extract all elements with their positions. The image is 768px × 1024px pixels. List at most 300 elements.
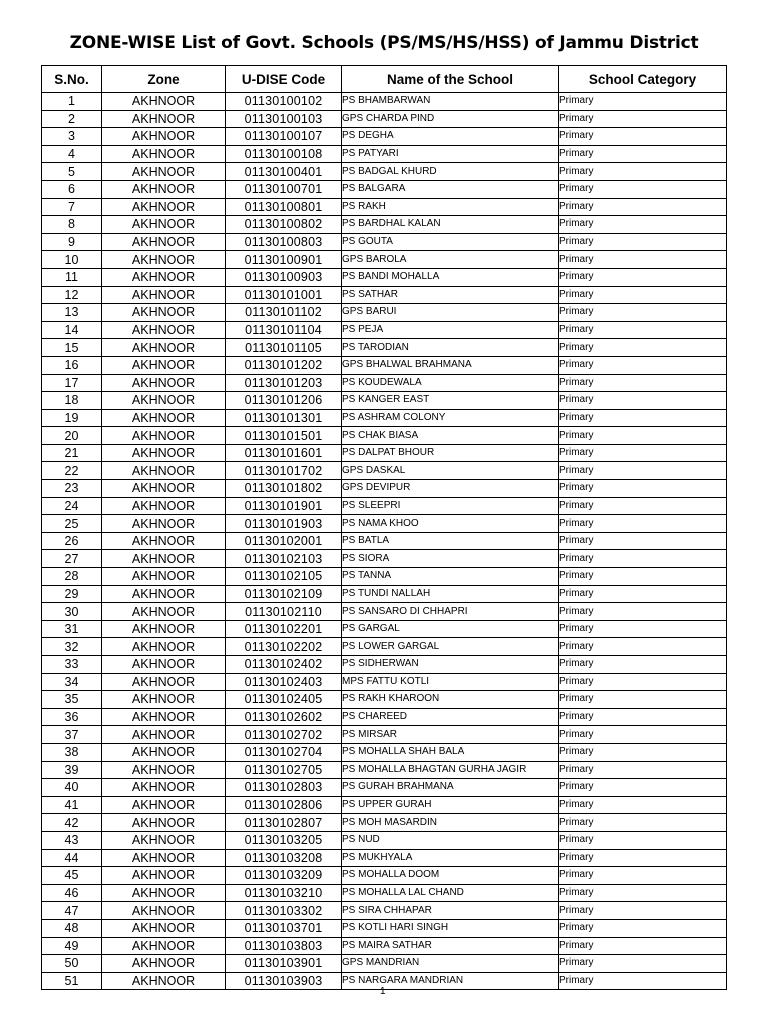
header-school-category: School Category: [559, 66, 727, 93]
row-zone: AKHNOOR: [102, 462, 226, 480]
header-zone: Zone: [102, 66, 226, 93]
row-udise-code: 01130100401: [226, 163, 342, 181]
row-udise-code: 01130101202: [226, 356, 342, 374]
row-udise-code: 01130103302: [226, 902, 342, 920]
table-row: [42, 374, 727, 392]
row-sno: 16: [42, 356, 102, 374]
header-udise-code: U-DISE Code: [226, 66, 342, 93]
row-zone: AKHNOOR: [102, 972, 226, 990]
row-sno: 9: [42, 233, 102, 251]
row-school-name: PS SIRA CHHAPAR: [342, 902, 559, 920]
table-row: [42, 779, 727, 797]
row-zone: AKHNOOR: [102, 286, 226, 304]
row-school-name: PS MOHALLA DOOM: [342, 867, 559, 885]
table-body: [42, 93, 727, 990]
row-school-category: Primary: [559, 550, 727, 568]
row-school-category: Primary: [559, 691, 727, 709]
table-row: [42, 180, 727, 198]
row-udise-code: 01130102806: [226, 796, 342, 814]
table-row: [42, 128, 727, 146]
row-sno: 33: [42, 656, 102, 674]
table-row: [42, 497, 727, 515]
table-row: [42, 673, 727, 691]
row-udise-code: 01130103205: [226, 831, 342, 849]
row-udise-code: 01130101203: [226, 374, 342, 392]
table-row: [42, 304, 727, 322]
row-sno: 18: [42, 392, 102, 410]
schools-table: [41, 65, 727, 990]
row-sno: 10: [42, 251, 102, 269]
row-school-category: Primary: [559, 796, 727, 814]
row-zone: AKHNOOR: [102, 779, 226, 797]
row-udise-code: 01130101901: [226, 497, 342, 515]
row-school-category: Primary: [559, 849, 727, 867]
row-school-name: PS MAIRA SATHAR: [342, 937, 559, 955]
row-zone: AKHNOOR: [102, 427, 226, 445]
row-sno: 23: [42, 480, 102, 498]
row-school-category: Primary: [559, 726, 727, 744]
row-school-category: Primary: [559, 603, 727, 621]
row-sno: 39: [42, 761, 102, 779]
row-udise-code: 01130101601: [226, 444, 342, 462]
row-zone: AKHNOOR: [102, 128, 226, 146]
table-row: [42, 198, 727, 216]
row-school-name: PS KANGER EAST: [342, 392, 559, 410]
row-zone: AKHNOOR: [102, 480, 226, 498]
row-school-category: Primary: [559, 708, 727, 726]
row-udise-code: 01130101903: [226, 515, 342, 533]
row-school-name: PS CHAK BIASA: [342, 427, 559, 445]
row-udise-code: 01130103803: [226, 937, 342, 955]
row-school-name: PS CHAREED: [342, 708, 559, 726]
row-school-name: PS MOHALLA BHAGTAN GURHA JAGIR: [342, 761, 559, 779]
row-udise-code: 01130102403: [226, 673, 342, 691]
table-row: [42, 585, 727, 603]
row-zone: AKHNOOR: [102, 339, 226, 357]
row-school-name: PS GURAH BRAHMANA: [342, 779, 559, 797]
table-row: [42, 743, 727, 761]
row-udise-code: 01130102704: [226, 743, 342, 761]
row-school-name: GPS BAROLA: [342, 251, 559, 269]
row-school-category: Primary: [559, 427, 727, 445]
row-udise-code: 01130103210: [226, 884, 342, 902]
row-school-category: Primary: [559, 251, 727, 269]
row-school-category: Primary: [559, 462, 727, 480]
row-school-category: Primary: [559, 268, 727, 286]
row-school-category: Primary: [559, 515, 727, 533]
row-school-category: Primary: [559, 831, 727, 849]
table-row: [42, 902, 727, 920]
row-udise-code: 01130102201: [226, 620, 342, 638]
row-zone: AKHNOOR: [102, 955, 226, 973]
row-school-category: Primary: [559, 743, 727, 761]
table-row: [42, 409, 727, 427]
row-zone: AKHNOOR: [102, 919, 226, 937]
row-sno: 25: [42, 515, 102, 533]
table-row: [42, 603, 727, 621]
row-sno: 11: [42, 268, 102, 286]
row-sno: 22: [42, 462, 102, 480]
table-row: [42, 93, 727, 111]
row-zone: AKHNOOR: [102, 251, 226, 269]
table-row: [42, 884, 727, 902]
row-udise-code: 01130101702: [226, 462, 342, 480]
table-row: [42, 550, 727, 568]
row-school-category: Primary: [559, 884, 727, 902]
table-row: [42, 620, 727, 638]
row-school-category: Primary: [559, 673, 727, 691]
row-sno: 21: [42, 444, 102, 462]
row-udise-code: 01130103903: [226, 972, 342, 990]
row-zone: AKHNOOR: [102, 585, 226, 603]
row-school-category: Primary: [559, 585, 727, 603]
row-school-name: PS SATHAR: [342, 286, 559, 304]
row-school-name: PS TUNDI NALLAH: [342, 585, 559, 603]
row-school-name: PS DALPAT BHOUR: [342, 444, 559, 462]
row-sno: 45: [42, 867, 102, 885]
row-udise-code: 01130101802: [226, 480, 342, 498]
row-udise-code: 01130102001: [226, 532, 342, 550]
row-zone: AKHNOOR: [102, 180, 226, 198]
row-school-name: PS NARGARA MANDRIAN: [342, 972, 559, 990]
row-zone: AKHNOOR: [102, 392, 226, 410]
row-udise-code: 01130102202: [226, 638, 342, 656]
row-zone: AKHNOOR: [102, 163, 226, 181]
row-udise-code: 01130101501: [226, 427, 342, 445]
row-school-category: Primary: [559, 638, 727, 656]
row-zone: AKHNOOR: [102, 656, 226, 674]
row-sno: 35: [42, 691, 102, 709]
row-school-category: Primary: [559, 955, 727, 973]
row-udise-code: 01130100102: [226, 93, 342, 111]
row-school-name: PS PEJA: [342, 321, 559, 339]
row-zone: AKHNOOR: [102, 849, 226, 867]
row-zone: AKHNOOR: [102, 796, 226, 814]
row-udise-code: 01130100701: [226, 180, 342, 198]
row-udise-code: 01130103208: [226, 849, 342, 867]
table-row: [42, 937, 727, 955]
row-school-category: Primary: [559, 321, 727, 339]
row-zone: AKHNOOR: [102, 902, 226, 920]
row-udise-code: 01130100103: [226, 110, 342, 128]
row-sno: 24: [42, 497, 102, 515]
row-school-category: Primary: [559, 233, 727, 251]
row-school-name: PS UPPER GURAH: [342, 796, 559, 814]
row-udise-code: 01130100108: [226, 145, 342, 163]
row-school-category: Primary: [559, 919, 727, 937]
row-sno: 41: [42, 796, 102, 814]
row-udise-code: 01130101102: [226, 304, 342, 322]
header-school-name: Name of the School: [342, 66, 559, 93]
table-row: [42, 691, 727, 709]
row-zone: AKHNOOR: [102, 497, 226, 515]
table-row: [42, 427, 727, 445]
row-school-name: PS BALGARA: [342, 180, 559, 198]
row-school-name: PS BADGAL KHURD: [342, 163, 559, 181]
page-number: 1: [380, 986, 386, 997]
row-sno: 3: [42, 128, 102, 146]
table-row: [42, 656, 727, 674]
row-sno: 49: [42, 937, 102, 955]
row-school-name: PS RAKH KHAROON: [342, 691, 559, 709]
row-sno: 28: [42, 568, 102, 586]
row-udise-code: 01130102105: [226, 568, 342, 586]
row-school-name: GPS DEVIPUR: [342, 480, 559, 498]
row-udise-code: 01130101301: [226, 409, 342, 427]
row-school-category: Primary: [559, 180, 727, 198]
row-school-category: Primary: [559, 814, 727, 832]
table-row: [42, 251, 727, 269]
row-school-name: PS KOUDEWALA: [342, 374, 559, 392]
row-sno: 2: [42, 110, 102, 128]
row-udise-code: 01130102402: [226, 656, 342, 674]
row-udise-code: 01130102602: [226, 708, 342, 726]
row-zone: AKHNOOR: [102, 743, 226, 761]
row-sno: 8: [42, 216, 102, 234]
row-school-category: Primary: [559, 128, 727, 146]
row-sno: 46: [42, 884, 102, 902]
row-udise-code: 01130102110: [226, 603, 342, 621]
row-udise-code: 01130101105: [226, 339, 342, 357]
row-school-category: Primary: [559, 568, 727, 586]
table-row: [42, 163, 727, 181]
row-zone: AKHNOOR: [102, 568, 226, 586]
row-school-category: Primary: [559, 532, 727, 550]
row-school-category: Primary: [559, 356, 727, 374]
row-udise-code: 01130100801: [226, 198, 342, 216]
table-row: [42, 321, 727, 339]
row-school-name: PS MOH MASARDIN: [342, 814, 559, 832]
row-school-category: Primary: [559, 216, 727, 234]
row-school-category: Primary: [559, 145, 727, 163]
table-row: [42, 796, 727, 814]
row-school-name: PS RAKH: [342, 198, 559, 216]
row-school-name: GPS DASKAL: [342, 462, 559, 480]
row-school-category: Primary: [559, 409, 727, 427]
table-row: [42, 392, 727, 410]
table-row: [42, 814, 727, 832]
row-sno: 13: [42, 304, 102, 322]
row-school-category: Primary: [559, 444, 727, 462]
table-row: [42, 849, 727, 867]
row-school-category: Primary: [559, 304, 727, 322]
row-sno: 48: [42, 919, 102, 937]
row-school-name: PS MOHALLA SHAH BALA: [342, 743, 559, 761]
table-row: [42, 444, 727, 462]
row-zone: AKHNOOR: [102, 867, 226, 885]
row-school-category: Primary: [559, 867, 727, 885]
row-sno: 14: [42, 321, 102, 339]
row-school-name: PS KOTLI HARI SINGH: [342, 919, 559, 937]
row-school-category: Primary: [559, 286, 727, 304]
row-school-name: PS BANDI MOHALLA: [342, 268, 559, 286]
row-zone: AKHNOOR: [102, 409, 226, 427]
table-row: [42, 532, 727, 550]
row-sno: 36: [42, 708, 102, 726]
row-udise-code: 01130102405: [226, 691, 342, 709]
row-zone: AKHNOOR: [102, 761, 226, 779]
table-row: [42, 339, 727, 357]
row-school-category: Primary: [559, 198, 727, 216]
row-school-name: GPS MANDRIAN: [342, 955, 559, 973]
row-school-name: PS GARGAL: [342, 620, 559, 638]
row-sno: 30: [42, 603, 102, 621]
row-sno: 32: [42, 638, 102, 656]
row-sno: 50: [42, 955, 102, 973]
row-udise-code: 01130101001: [226, 286, 342, 304]
row-sno: 7: [42, 198, 102, 216]
row-school-category: Primary: [559, 93, 727, 111]
table-row: [42, 216, 727, 234]
row-sno: 17: [42, 374, 102, 392]
row-zone: AKHNOOR: [102, 620, 226, 638]
row-sno: 34: [42, 673, 102, 691]
row-school-category: Primary: [559, 497, 727, 515]
row-zone: AKHNOOR: [102, 884, 226, 902]
row-school-category: Primary: [559, 339, 727, 357]
row-school-name: PS BARDHAL KALAN: [342, 216, 559, 234]
row-zone: AKHNOOR: [102, 638, 226, 656]
row-zone: AKHNOOR: [102, 444, 226, 462]
row-sno: 26: [42, 532, 102, 550]
row-school-name: PS BHAMBARWAN: [342, 93, 559, 111]
row-udise-code: 01130103701: [226, 919, 342, 937]
table-row: [42, 568, 727, 586]
row-school-name: PS SLEEPRI: [342, 497, 559, 515]
row-sno: 42: [42, 814, 102, 832]
table-row: [42, 831, 727, 849]
row-udise-code: 01130103901: [226, 955, 342, 973]
row-sno: 29: [42, 585, 102, 603]
row-zone: AKHNOOR: [102, 321, 226, 339]
row-udise-code: 01130102807: [226, 814, 342, 832]
table-row: [42, 638, 727, 656]
table-row: [42, 761, 727, 779]
row-school-name: PS ASHRAM COLONY: [342, 409, 559, 427]
row-zone: AKHNOOR: [102, 603, 226, 621]
document-title: ZONE-WISE List of Govt. Schools (PS/MS/HS/HSS) of Jammu District: [69, 33, 699, 53]
row-zone: AKHNOOR: [102, 550, 226, 568]
row-school-category: Primary: [559, 972, 727, 990]
row-zone: AKHNOOR: [102, 304, 226, 322]
row-sno: 20: [42, 427, 102, 445]
row-school-name: PS TARODIAN: [342, 339, 559, 357]
row-school-name: PS BATLA: [342, 532, 559, 550]
row-school-category: Primary: [559, 902, 727, 920]
row-udise-code: 01130100803: [226, 233, 342, 251]
table-row: [42, 708, 727, 726]
row-udise-code: 01130102702: [226, 726, 342, 744]
row-sno: 44: [42, 849, 102, 867]
table-row: [42, 867, 727, 885]
row-zone: AKHNOOR: [102, 356, 226, 374]
row-school-name: PS DEGHA: [342, 128, 559, 146]
row-school-category: Primary: [559, 392, 727, 410]
row-sno: 43: [42, 831, 102, 849]
header-sno: S.No.: [42, 66, 102, 93]
row-school-name: PS MIRSAR: [342, 726, 559, 744]
row-sno: 19: [42, 409, 102, 427]
row-school-category: Primary: [559, 480, 727, 498]
row-school-name: PS SIDHERWAN: [342, 656, 559, 674]
row-zone: AKHNOOR: [102, 374, 226, 392]
row-zone: AKHNOOR: [102, 268, 226, 286]
row-zone: AKHNOOR: [102, 515, 226, 533]
row-sno: 40: [42, 779, 102, 797]
row-school-category: Primary: [559, 937, 727, 955]
row-udise-code: 01130102803: [226, 779, 342, 797]
row-sno: 27: [42, 550, 102, 568]
row-udise-code: 01130102705: [226, 761, 342, 779]
row-zone: AKHNOOR: [102, 93, 226, 111]
row-school-name: PS MUKHYALA: [342, 849, 559, 867]
row-school-name: MPS FATTU KOTLI: [342, 673, 559, 691]
table-row: [42, 233, 727, 251]
table-row: [42, 462, 727, 480]
row-school-name: PS LOWER GARGAL: [342, 638, 559, 656]
row-school-name: GPS BHALWAL BRAHMANA: [342, 356, 559, 374]
table-row: [42, 919, 727, 937]
row-sno: 38: [42, 743, 102, 761]
row-school-name: PS PATYARI: [342, 145, 559, 163]
row-school-name: PS TANNA: [342, 568, 559, 586]
row-school-category: Primary: [559, 761, 727, 779]
row-sno: 12: [42, 286, 102, 304]
row-school-name: PS NAMA KHOO: [342, 515, 559, 533]
row-zone: AKHNOOR: [102, 691, 226, 709]
row-school-name: PS SIORA: [342, 550, 559, 568]
row-sno: 5: [42, 163, 102, 181]
row-school-category: Primary: [559, 779, 727, 797]
row-sno: 4: [42, 145, 102, 163]
row-udise-code: 01130100107: [226, 128, 342, 146]
table-row: [42, 480, 727, 498]
row-school-category: Primary: [559, 656, 727, 674]
row-zone: AKHNOOR: [102, 198, 226, 216]
row-school-category: Primary: [559, 110, 727, 128]
row-sno: 37: [42, 726, 102, 744]
row-school-name: PS NUD: [342, 831, 559, 849]
row-school-category: Primary: [559, 620, 727, 638]
row-school-name: GPS BARUI: [342, 304, 559, 322]
row-zone: AKHNOOR: [102, 110, 226, 128]
row-udise-code: 01130100903: [226, 268, 342, 286]
row-zone: AKHNOOR: [102, 673, 226, 691]
row-school-name: PS GOUTA: [342, 233, 559, 251]
row-udise-code: 01130102103: [226, 550, 342, 568]
row-sno: 51: [42, 972, 102, 990]
row-zone: AKHNOOR: [102, 814, 226, 832]
row-zone: AKHNOOR: [102, 831, 226, 849]
row-school-category: Primary: [559, 163, 727, 181]
table-row: [42, 286, 727, 304]
row-udise-code: 01130100802: [226, 216, 342, 234]
row-sno: 31: [42, 620, 102, 638]
row-udise-code: 01130101104: [226, 321, 342, 339]
row-zone: AKHNOOR: [102, 145, 226, 163]
row-udise-code: 01130103209: [226, 867, 342, 885]
row-sno: 6: [42, 180, 102, 198]
row-school-category: Primary: [559, 374, 727, 392]
row-school-name: GPS CHARDA PIND: [342, 110, 559, 128]
row-zone: AKHNOOR: [102, 233, 226, 251]
row-zone: AKHNOOR: [102, 708, 226, 726]
row-udise-code: 01130100901: [226, 251, 342, 269]
table-row: [42, 726, 727, 744]
table-row: [42, 955, 727, 973]
row-zone: AKHNOOR: [102, 937, 226, 955]
row-zone: AKHNOOR: [102, 726, 226, 744]
